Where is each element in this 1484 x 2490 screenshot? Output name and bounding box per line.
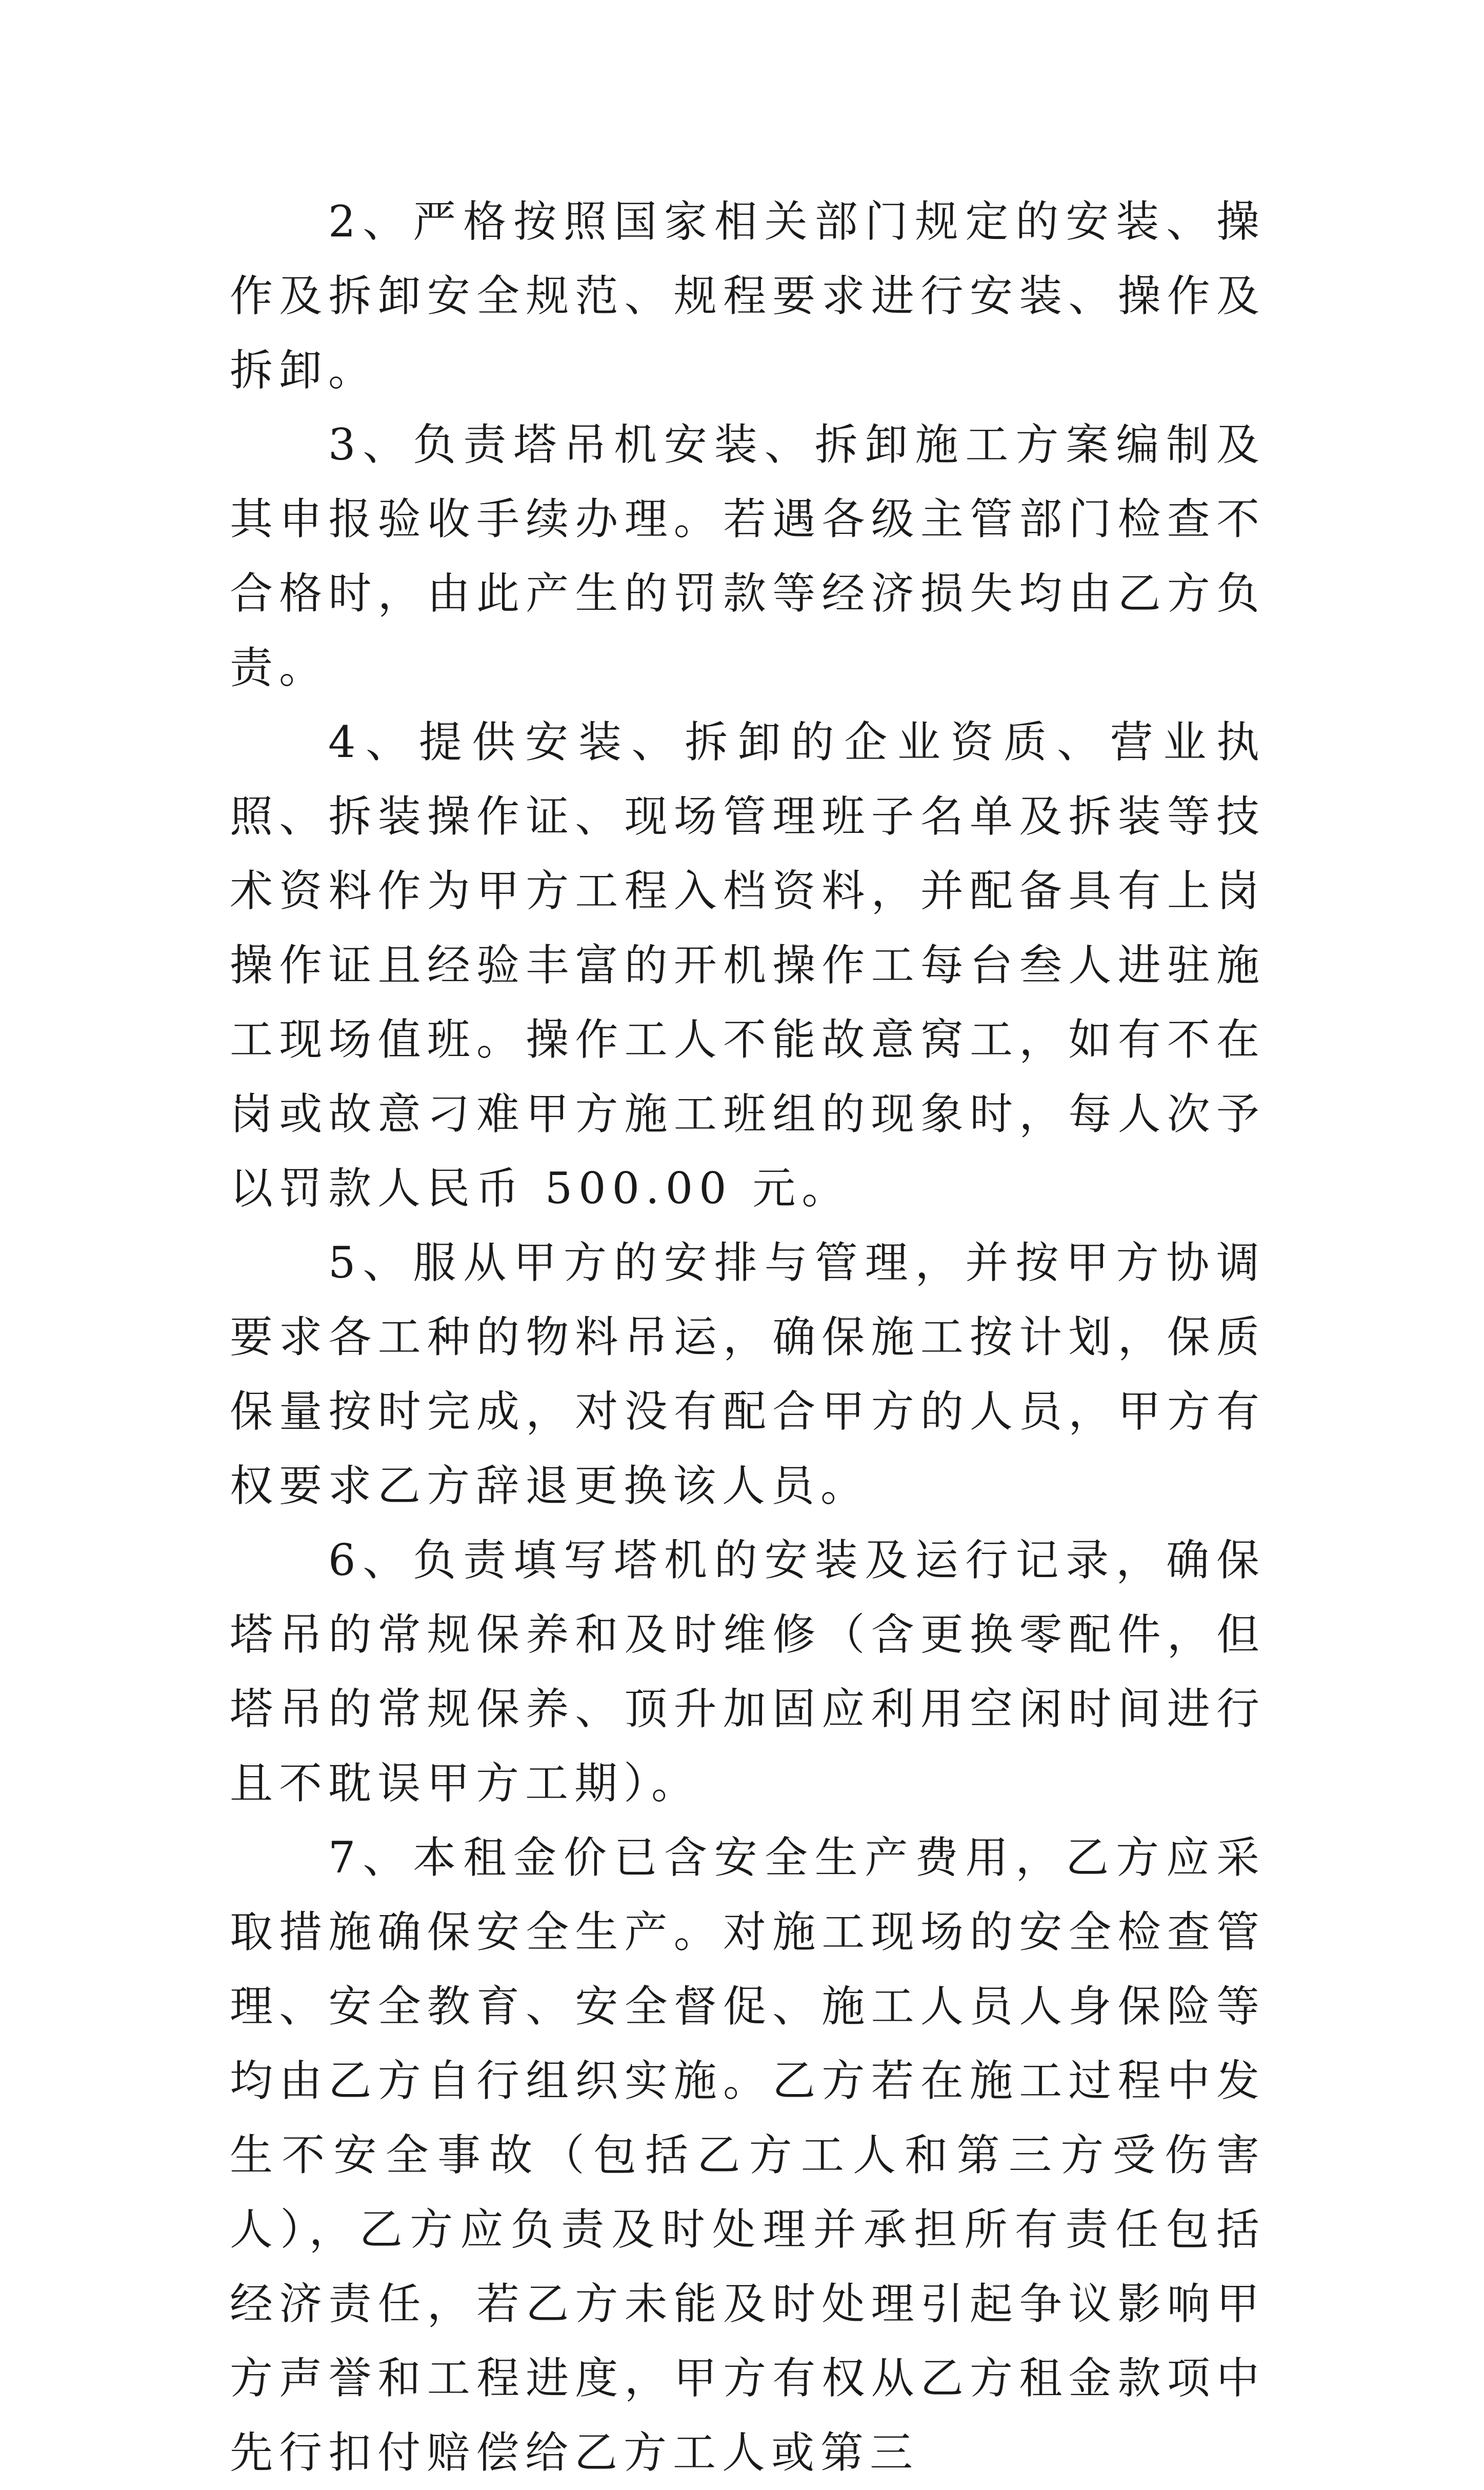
document-body (230, 185, 1266, 2490)
clause-3-paragraph: 3、负责塔吊机安装、拆卸施工方案编制及其申报验收手续办理。若遇各级主管部门检查不合格时，由此产生的罚款等经济损失均由乙方负责。 (230, 420, 1266, 693)
clause-7-paragraph: 7、本租金价已含安全生产费用，乙方应采取措施确保安全生产。对施工现场的安全检查管理、安全教育、安全督促、施工人员人身保险等均由乙方自行组织实施。乙方若在施工过程中发生不安全事故（包括乙方工人和第三方受伤害人），乙方应负责及时处理并承担所有责任包括经济责任，若乙方未能及时处理引起争议影响甲方声誉和工程进度，甲方有权从乙方租金款项中先行扣付赔偿给乙方工人或第三 (230, 1832, 1266, 2478)
clause-4-paragraph: 4、提供安装、拆卸的企业资质、营业执照、拆装操作证、现场管理班子名单及拆装等技术资料作为甲方工程入档资料，并配备具有上岗操作证且经验丰富的开机操作工每台叁人进驻施工现场值班。操作工人不能故意窝工，如有不在岗或故意刁难甲方施工班组的现象时，每人次予以罚款人民币 500.00 元。 (230, 717, 1266, 1213)
clause-5-paragraph: 5、服从甲方的安排与管理，并按甲方协调要求各工种的物料吊运，确保施工按计划，保质保量按时完成，对没有配合甲方的人员，甲方有权要求乙方辞退更换该人员。 (230, 1238, 1266, 1511)
clause-2-paragraph: 2、严格按照国家相关部门规定的安装、操作及拆卸安全规范、规程要求进行安装、操作及拆卸。 (230, 196, 1266, 395)
clause-6-paragraph: 6、负责填写塔机的安装及运行记录，确保塔吊的常规保养和及时维修（含更换零配件，但塔吊的常规保养、顶升加固应利用空闲时间进行且不耽误甲方工期）。 (230, 1535, 1266, 1808)
